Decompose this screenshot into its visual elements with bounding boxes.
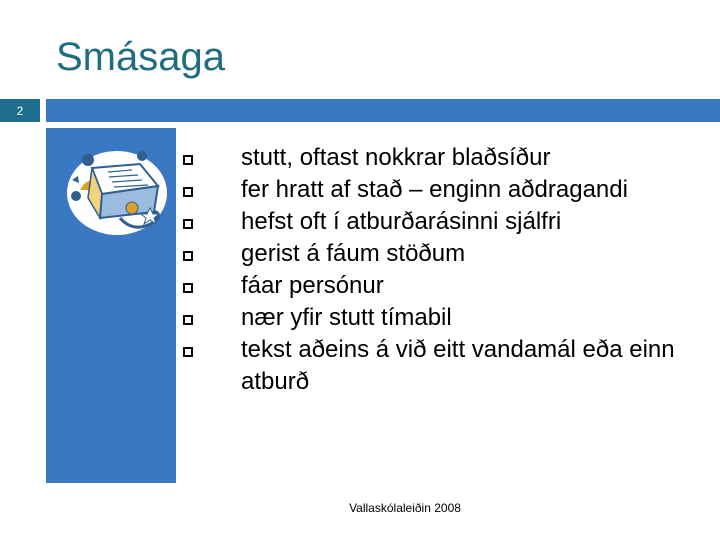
bullet-text: gerist á fáum stöðum — [241, 240, 466, 267]
slide-title: Smásaga — [56, 35, 225, 79]
bullet-item — [183, 174, 703, 206]
hollow-square-bullet-icon — [183, 251, 193, 261]
bullet-item — [183, 334, 703, 398]
bullet-item — [183, 238, 703, 270]
slide-footer: Vallaskólaleiðin 2008 — [349, 501, 461, 515]
open-book-clipart-icon — [62, 138, 172, 248]
bullet-text: nær yfir stutt tímabil — [241, 304, 452, 331]
bullet-text: stutt, oftast nokkrar blaðsíður — [241, 144, 551, 171]
hollow-square-bullet-icon — [183, 347, 193, 357]
bullet-item — [183, 270, 703, 302]
bullet-text: hefst oft í atburðarásinni sjálfri — [241, 208, 562, 235]
bullet-text: fáar persónur — [241, 272, 384, 299]
bullet-item — [183, 142, 703, 174]
hollow-square-bullet-icon — [183, 283, 193, 293]
hollow-square-bullet-icon — [183, 315, 193, 325]
hollow-square-bullet-icon — [183, 187, 193, 197]
bullet-text: tekst aðeins á við eitt vandamál eða einn atburð — [241, 336, 675, 395]
slide-number-badge — [0, 99, 40, 122]
hollow-square-bullet-icon — [183, 155, 193, 165]
bullet-text: fer hratt af stað – enginn aðdragandi — [241, 176, 628, 203]
bullet-item — [183, 302, 703, 334]
slide-number: 2 — [16, 103, 24, 118]
bullet-item — [183, 206, 703, 238]
hollow-square-bullet-icon — [183, 219, 193, 229]
header-accent-bar — [46, 99, 720, 122]
bullet-list — [183, 142, 703, 398]
